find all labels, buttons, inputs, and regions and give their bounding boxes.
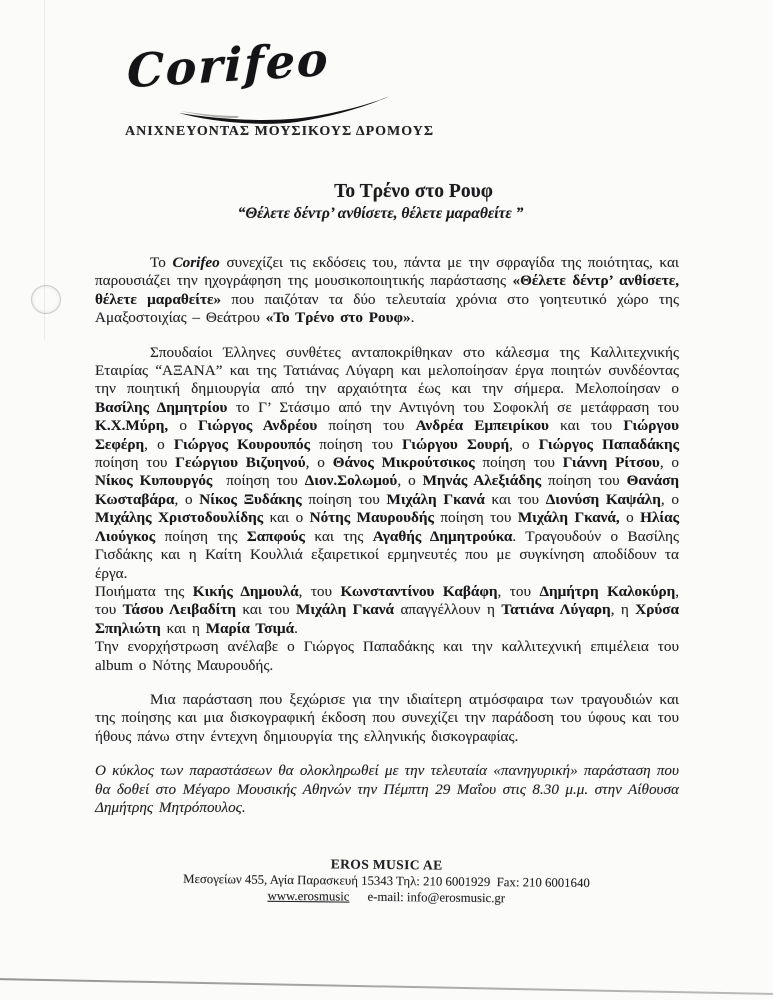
- footer: [0, 853, 773, 909]
- paragraph-composers: Σπουδαίοι Έλληνες συνθέτες ανταποκρίθηκαν στο κάλεσμα της Καλλιτεχνικής Εταιρίας “ΑΞΑΝΑ” και της Τατιάνας Λύγαρη και μελοποίησαν έργα ποιητών συνδέοντας την ποιητική δημιουργία από την αρχαιότητα έως και την σήμερα. Μελοποίησαν ο Βασίλης Δημητρίου το Γ’ Στάσιμο από την Αντιγόνη του Σοφοκλή σε μετάφραση του Κ.Χ.Μύρη, ο Γιώργος Ανδρέου ποίηση του Ανδρέα Εμπειρίκου και του Γιώργου Σεφέρη, ο Γιώργος Κουρουπός ποίηση του Γιώργου Σουρή, ο Γιώργος Παπαδάκης ποίηση του Γεώργιου Βιζυηνού, ο Θάνος Μικρούτσικος ποίηση του Γιάννη Ρίτσου, ο Νίκος Κυπουργός ποίηση του Διον.Σολωμού, ο Μηνάς Αλεξιάδης ποίηση του Θανάση Κωσταβάρα, ο Νίκος Ξυδάκης ποίηση του Μιχάλη Γκανά και του Διονύση Καψάλη, ο Μιχάλης Χριστοδουλίδης και ο Νότης Μαυρουδής ποίηση του Μιχάλη Γκανά, ο Ηλίας Λιούγκος ποίηση της Σαπφούς και της Αγαθής Δημητρούκα. Τραγουδούν ο Βασίλης Γισδάκης και η Καίτη Κουλλιά εξαιρετικοί ερμηνευτές που με συγκίνηση αποδίδουν τα έργα.: [95, 343, 680, 582]
- punch-hole: [31, 285, 61, 314]
- heading: [0, 181, 773, 223]
- document-subtitle: “Θέλετε δέντρ’ ανθίσετε, θέλετε μαραθείτε ”: [237, 205, 524, 222]
- logo: [125, 31, 467, 139]
- website-link: www.erosmusic: [267, 888, 350, 904]
- footer-email: e-mail: info@erosmusic.gr: [367, 889, 506, 906]
- footer-address: Μεσογείων 455, Αγία Παρασκευή 15343 Τηλ: 210 6001929 Fax: 210 6001640: [183, 871, 590, 891]
- paper-bottom-edge: [0, 978, 773, 995]
- logo-brand-text: Corifeo: [126, 31, 330, 99]
- logo-swoosh-icon: [179, 94, 391, 124]
- document-body: [95, 254, 679, 817]
- document-title: Το Τρένο στο Ρουφ: [334, 181, 493, 202]
- paragraph-orchestration: Την ενορχήστρωση ανέλαβε ο Γιώργος Παπαδάκης και την καλλιτεχνική επιμέλεια του album ο Νότης Μαυρουδής.: [95, 638, 679, 674]
- paragraph-performance: Μια παράσταση που ξεχώρισε για την ιδιαίτερη ατμόσφαιρα των τραγουδιών και της ποίησης και μια δισκογραφική έκδοση που συνεχίζει την παράδοση του ύφους και του ήθους πάνω στην έντεχνη δημιουργία της ελληνικής δισκογραφίας.: [95, 690, 679, 745]
- logo-tagline: ΑΝΙΧΝΕΥΟΝΤΑΣ ΜΟΥΣΙΚΟΥΣ ΔΡΟΜΟΥΣ: [125, 124, 435, 139]
- paragraph-poems: Ποιήματα της Κικής Δημουλά, του Κωνσταντίνου Καβάφη, του Δημήτρη Καλοκύρη, του Τάσου Λειβαδίτη και του Μιχάλη Γκανά απαγγέλλουν η Τατιάνα Λύγαρη, η Χρύσα Σπηλιώτη και η Μαρία Τσιμά.: [95, 582, 679, 637]
- paragraph-intro: Το Corifeo συνεχίζει τις εκδόσεις του, πάντα με την σφραγίδα της ποιότητας, και παρουσιάζει την ηχογράφηση της μουσικοποιητικής παράστασης «Θέλετε δέντρ’ ανθίσετε, θέλετε μαραθείτε» που παιζόταν τα δύο τελευταία χρόνια στο γοητευτικό χώρο της Αμαξοστοιχίας – Θεάτρου «Το Τρένο στο Ρουφ».: [95, 254, 679, 327]
- footer-company-name: EROS MUSIC AE: [330, 856, 443, 873]
- paragraph-finale: Ο κύκλος των παραστάσεων θα ολοκληρωθεί με την τελευταία «πανηγυρική» παράσταση που θα δοθεί στο Μέγαρο Μουσικής Αθηνών την Πέμπτη 29 Μαΐου στις 8.30 μ.μ. στην Αίθουσα Δημήτρης Μητρόπουλος.: [95, 762, 679, 816]
